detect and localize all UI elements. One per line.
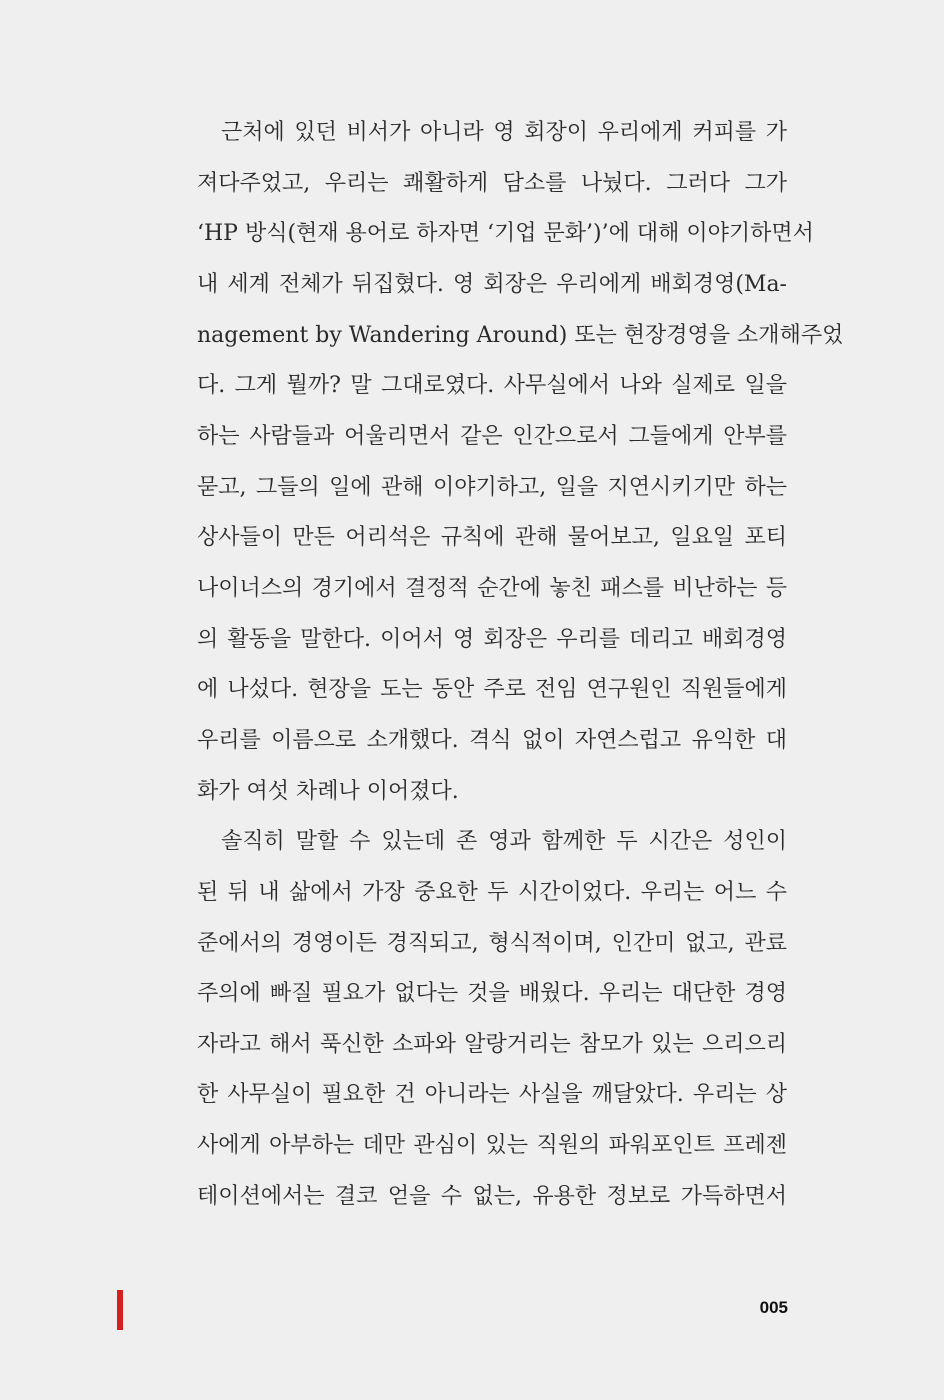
text-line: ‘HP 방식(현재 용어로 하자면 ‘기업 문화’)’에 대해 이야기하면서	[197, 221, 814, 247]
text-line: 의 활동을 말한다. 이어서 영 회장은 우리를 데리고 배회경영	[197, 626, 787, 652]
text-line: 나이너스의 경기에서 결정적 순간에 놓친 패스를 비난하는 등	[197, 575, 787, 601]
text-line: 테이션에서는 결코 얻을 수 없는, 유용한 정보로 가득하면서	[197, 1183, 787, 1209]
text-line: 에 나섰다. 현장을 도는 동안 주로 전임 연구원인 직원들에게	[197, 677, 787, 703]
text-line: 져다주었고, 우리는 쾌활하게 담소를 나눴다. 그러다 그가	[197, 170, 787, 196]
text-line: 묻고, 그들의 일에 관해 이야기하고, 일을 지연시키기만 하는	[197, 474, 787, 500]
text-line: nagement by Wandering Around) 또는 현장경영을 소개해주었	[197, 322, 844, 348]
text-line: 된 뒤 내 삶에서 가장 중요한 두 시간이었다. 우리는 어느 수	[197, 879, 787, 905]
text-line: 자라고 해서 푹신한 소파와 알랑거리는 참모가 있는 으리으리	[197, 1031, 787, 1057]
text-line: 우리를 이름으로 소개했다. 격식 없이 자연스럽고 유익한 대	[197, 727, 787, 753]
text-line: 솔직히 말할 수 있는데 존 영과 함께한 두 시간은 성인이	[221, 829, 787, 855]
text-line: 한 사무실이 필요한 건 아니라는 사실을 깨달았다. 우리는 상	[197, 1082, 787, 1108]
page-marker-bar	[117, 1290, 123, 1330]
text-line: 화가 여섯 차례나 이어졌다.	[197, 778, 459, 804]
body-text	[197, 108, 844, 1222]
text-line: 준에서의 경영이든 경직되고, 형식적이며, 인간미 없고, 관료	[197, 930, 787, 956]
text-line: 다. 그게 뭘까? 말 그대로였다. 사무실에서 나와 실제로 일을	[197, 373, 787, 399]
text-line: 주의에 빠질 필요가 없다는 것을 배웠다. 우리는 대단한 경영	[197, 981, 787, 1007]
page-number: 005	[759, 1298, 788, 1317]
text-line: 근처에 있던 비서가 아니라 영 회장이 우리에게 커피를 가	[221, 120, 787, 145]
text-line: 내 세계 전체가 뒤집혔다. 영 회장은 우리에게 배회경영(Ma-	[197, 271, 787, 297]
text-line: 사에게 아부하는 데만 관심이 있는 직원의 파워포인트 프레젠	[197, 1133, 787, 1159]
text-line: 하는 사람들과 어울리면서 같은 인간으로서 그들에게 안부를	[197, 423, 787, 449]
text-line: 상사들이 만든 어리석은 규칙에 관해 물어보고, 일요일 포티	[197, 525, 787, 551]
